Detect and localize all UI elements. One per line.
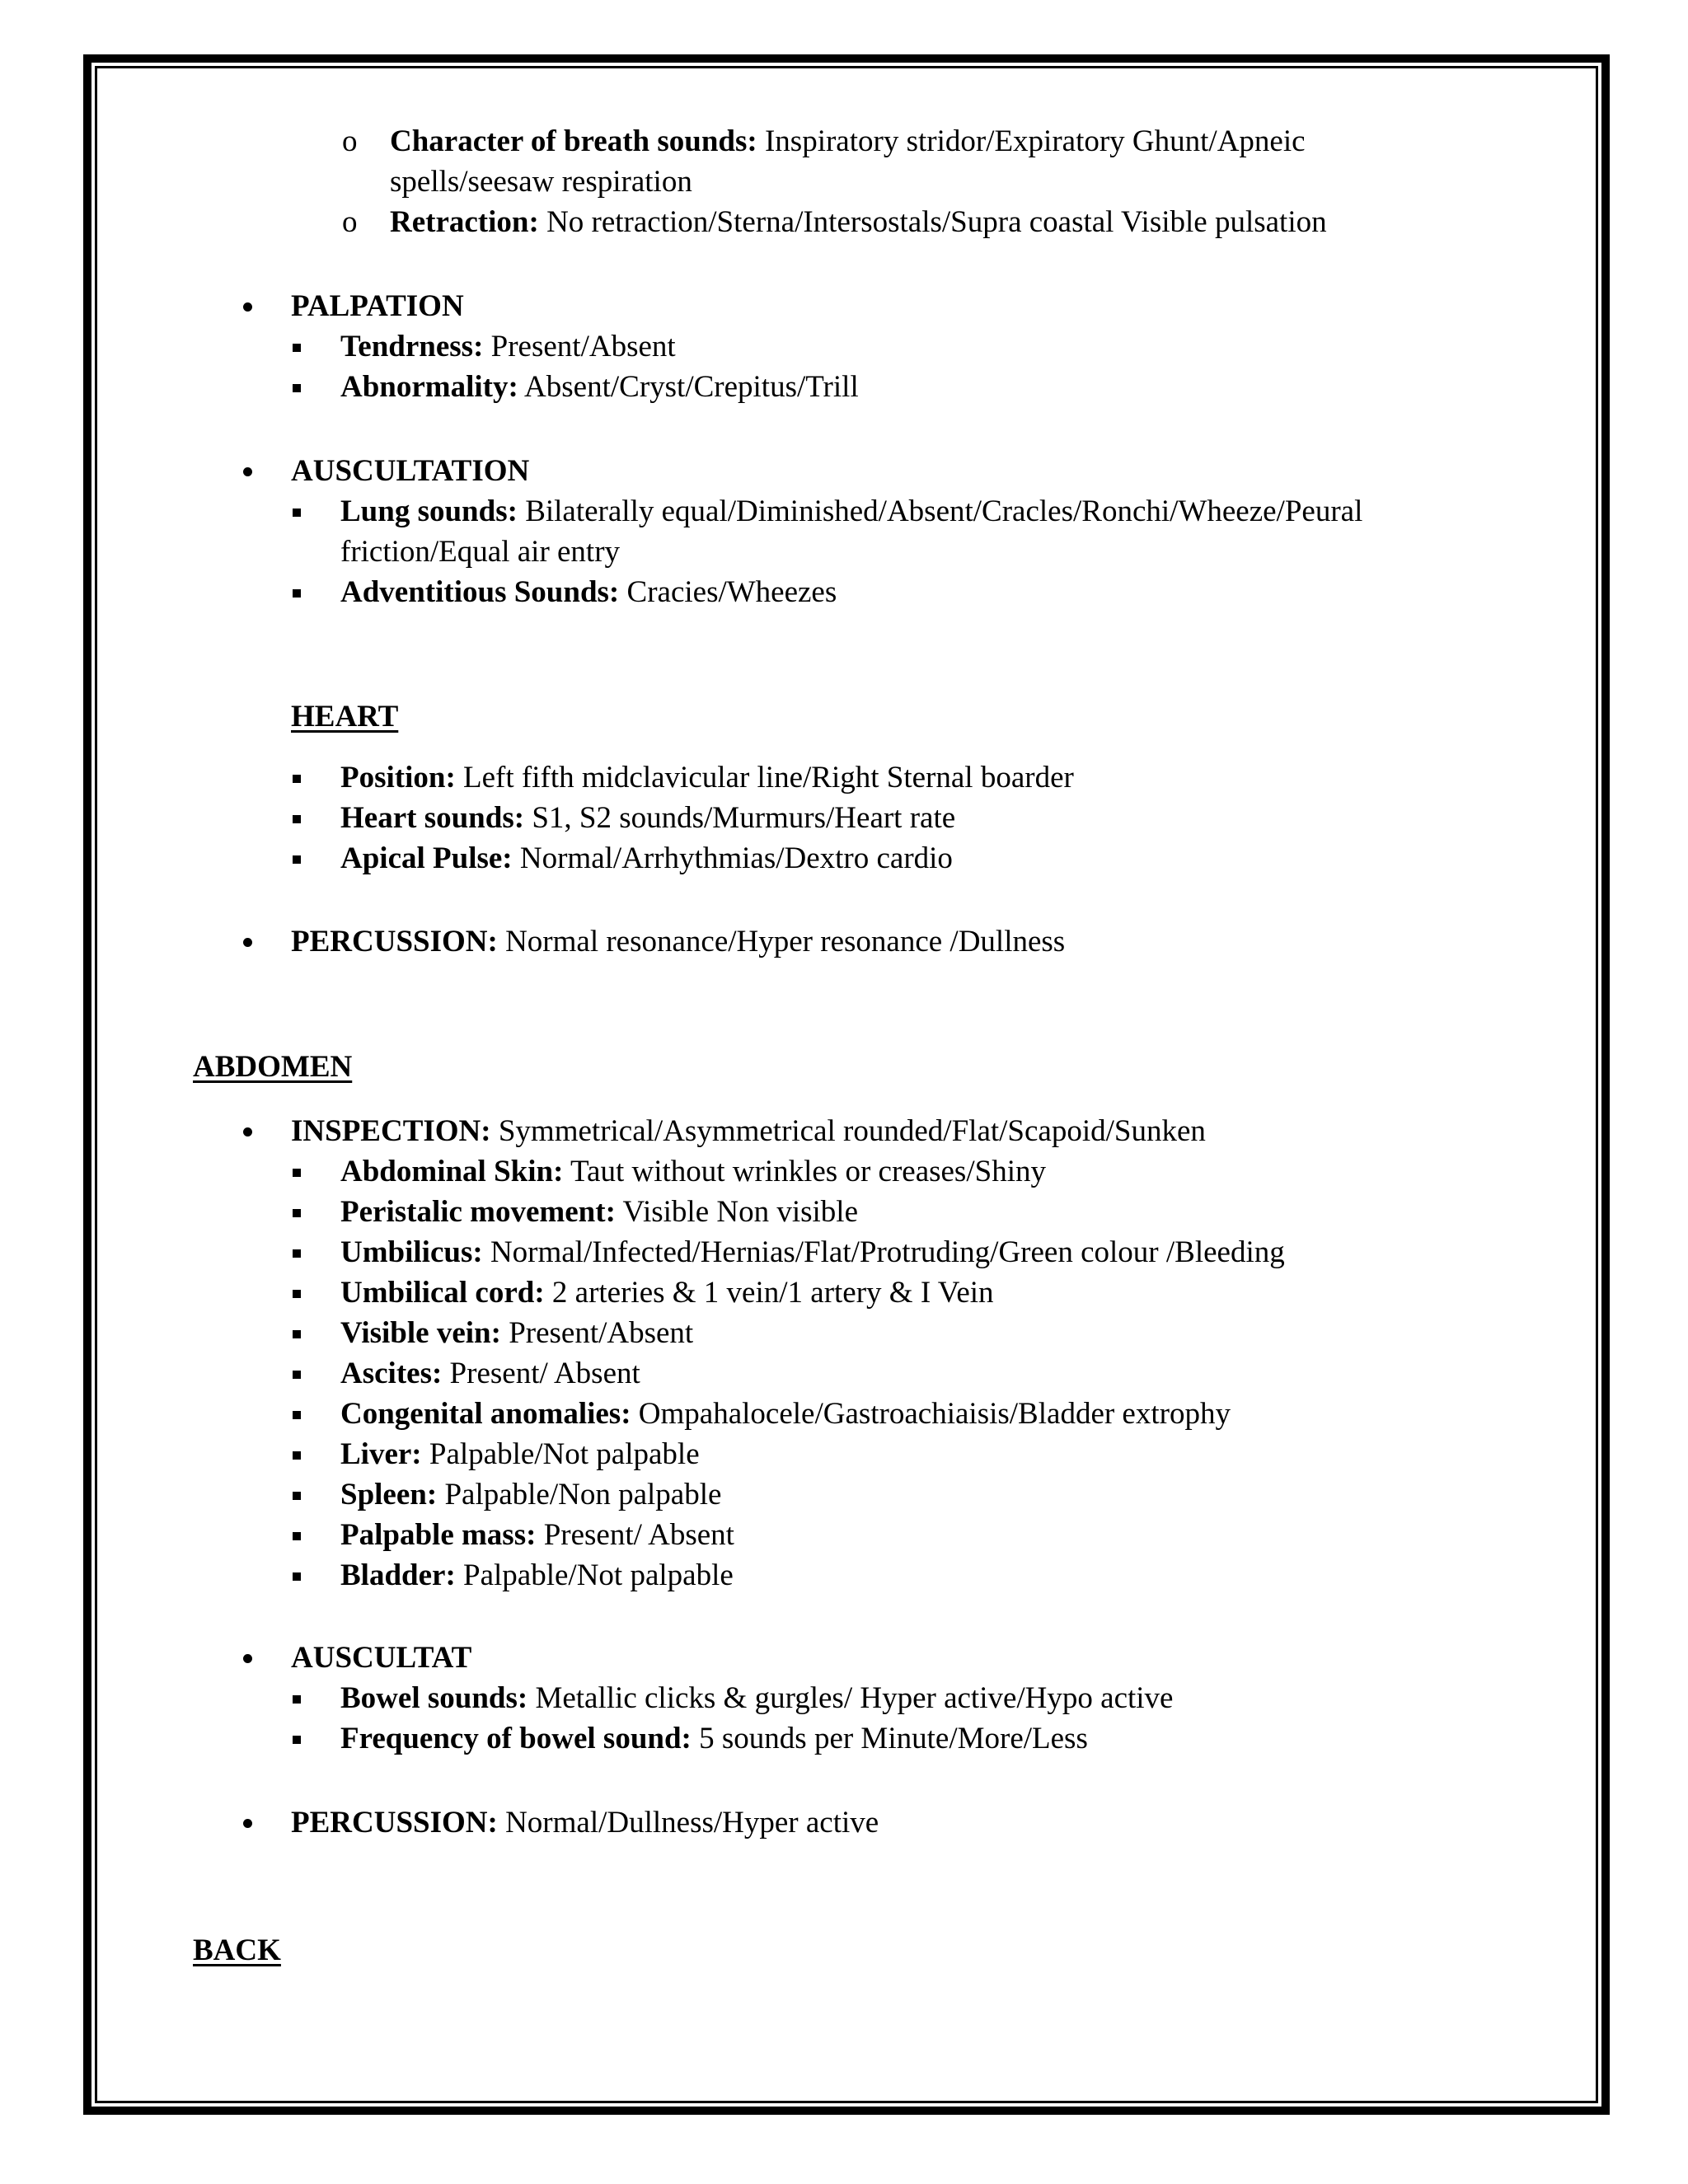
palpable-mass-item: Palpable mass: Present/ Absent bbox=[340, 1518, 734, 1552]
bladder-item: Bladder: Palpable/Not palpable bbox=[340, 1558, 734, 1592]
lung-sounds-continuation: friction/Equal air entry bbox=[340, 535, 621, 569]
visible-vein-item: Visible vein: Present/Absent bbox=[340, 1316, 694, 1350]
square-bullet-icon bbox=[293, 1209, 301, 1217]
square-bullet-icon bbox=[293, 815, 301, 823]
square-bullet-icon bbox=[293, 1371, 301, 1379]
square-bullet-icon bbox=[293, 855, 301, 864]
palpation-heading: PALPATION bbox=[291, 289, 464, 323]
square-bullet-icon bbox=[293, 1695, 301, 1704]
square-bullet-icon bbox=[293, 1572, 301, 1581]
bullet-icon bbox=[243, 467, 252, 476]
heart-heading: HEART bbox=[291, 700, 399, 733]
back-heading: BACK bbox=[193, 1933, 281, 1967]
peristalic-movement-item: Peristalic movement: Visible Non visible bbox=[340, 1195, 859, 1229]
auscultation-heading: AUSCULTATION bbox=[291, 454, 530, 488]
percussion-abdomen-item: PERCUSSION: Normal/Dullness/Hyper active bbox=[291, 1806, 879, 1840]
heart-sounds-item: Heart sounds: S1, S2 sounds/Murmurs/Heart rate bbox=[340, 801, 956, 835]
retraction-item: Retraction: No retraction/Sterna/Intersostals/Supra coastal Visible pulsation bbox=[390, 205, 1327, 239]
congenital-anomalies-item: Congenital anomalies: Ompahalocele/Gastroachiaisis/Bladder extrophy bbox=[340, 1397, 1231, 1431]
breath-sounds-item: Character of breath sounds: Inspiratory stridor/Expiratory Ghunt/Apneic bbox=[390, 124, 1306, 158]
square-bullet-icon bbox=[293, 344, 301, 352]
umbilicus-item: Umbilicus: Normal/Infected/Hernias/Flat/Protruding/Green colour /Bleeding bbox=[340, 1235, 1285, 1269]
adventitious-sounds-item: Adventitious Sounds: Cracies/Wheezes bbox=[340, 575, 837, 609]
umbilical-cord-item: Umbilical cord: 2 arteries & 1 vein/1 artery & I Vein bbox=[340, 1276, 994, 1310]
bullet-icon bbox=[243, 1127, 252, 1137]
square-bullet-icon bbox=[293, 1492, 301, 1500]
square-bullet-icon bbox=[293, 1169, 301, 1177]
percussion-chest-item: PERCUSSION: Normal resonance/Hyper resonance /Dullness bbox=[291, 925, 1066, 958]
square-bullet-icon bbox=[293, 384, 301, 392]
apical-pulse-item: Apical Pulse: Normal/Arrhythmias/Dextro cardio bbox=[340, 841, 953, 875]
bowel-sounds-item: Bowel sounds: Metallic clicks & gurgles/ Hyper active/Hypo active bbox=[340, 1681, 1174, 1715]
position-item: Position: Left fifth midclavicular line/Right Sternal boarder bbox=[340, 761, 1074, 794]
abnormality-item: Abnormality: Absent/Cryst/Crepitus/Trill bbox=[340, 370, 859, 404]
circle-bullet-icon: o bbox=[342, 124, 358, 158]
bowel-frequency-item: Frequency of bowel sound: 5 sounds per Minute/More/Less bbox=[340, 1722, 1088, 1755]
ascites-item: Ascites: Present/ Absent bbox=[340, 1357, 640, 1390]
square-bullet-icon bbox=[293, 1411, 301, 1419]
bullet-icon bbox=[243, 938, 252, 947]
abdomen-heading: ABDOMEN bbox=[193, 1050, 353, 1084]
square-bullet-icon bbox=[293, 589, 301, 598]
lung-sounds-item: Lung sounds: Bilaterally equal/Diminished/Absent/Cracles/Ronchi/Wheeze/Peural bbox=[340, 494, 1363, 528]
bullet-icon bbox=[243, 302, 252, 312]
bullet-icon bbox=[243, 1819, 252, 1828]
square-bullet-icon bbox=[293, 1532, 301, 1540]
square-bullet-icon bbox=[293, 1451, 301, 1460]
square-bullet-icon bbox=[293, 775, 301, 783]
abdominal-skin-item: Abdominal Skin: Taut without wrinkles or creases/Shiny bbox=[340, 1155, 1046, 1188]
bullet-icon bbox=[243, 1654, 252, 1663]
square-bullet-icon bbox=[293, 1736, 301, 1744]
circle-bullet-icon: o bbox=[342, 205, 358, 239]
auscultat-heading: AUSCULTAT bbox=[291, 1641, 472, 1675]
square-bullet-icon bbox=[293, 1330, 301, 1338]
abdomen-inspection-item: INSPECTION: Symmetrical/Asymmetrical rounded/Flat/Scapoid/Sunken bbox=[291, 1114, 1206, 1148]
tenderness-item: Tendrness: Present/Absent bbox=[340, 330, 676, 363]
spleen-item: Spleen: Palpable/Non palpable bbox=[340, 1478, 722, 1511]
liver-item: Liver: Palpable/Not palpable bbox=[340, 1437, 700, 1471]
square-bullet-icon bbox=[293, 1290, 301, 1298]
breath-sounds-continuation: spells/seesaw respiration bbox=[390, 165, 692, 199]
square-bullet-icon bbox=[293, 509, 301, 517]
square-bullet-icon bbox=[293, 1249, 301, 1258]
